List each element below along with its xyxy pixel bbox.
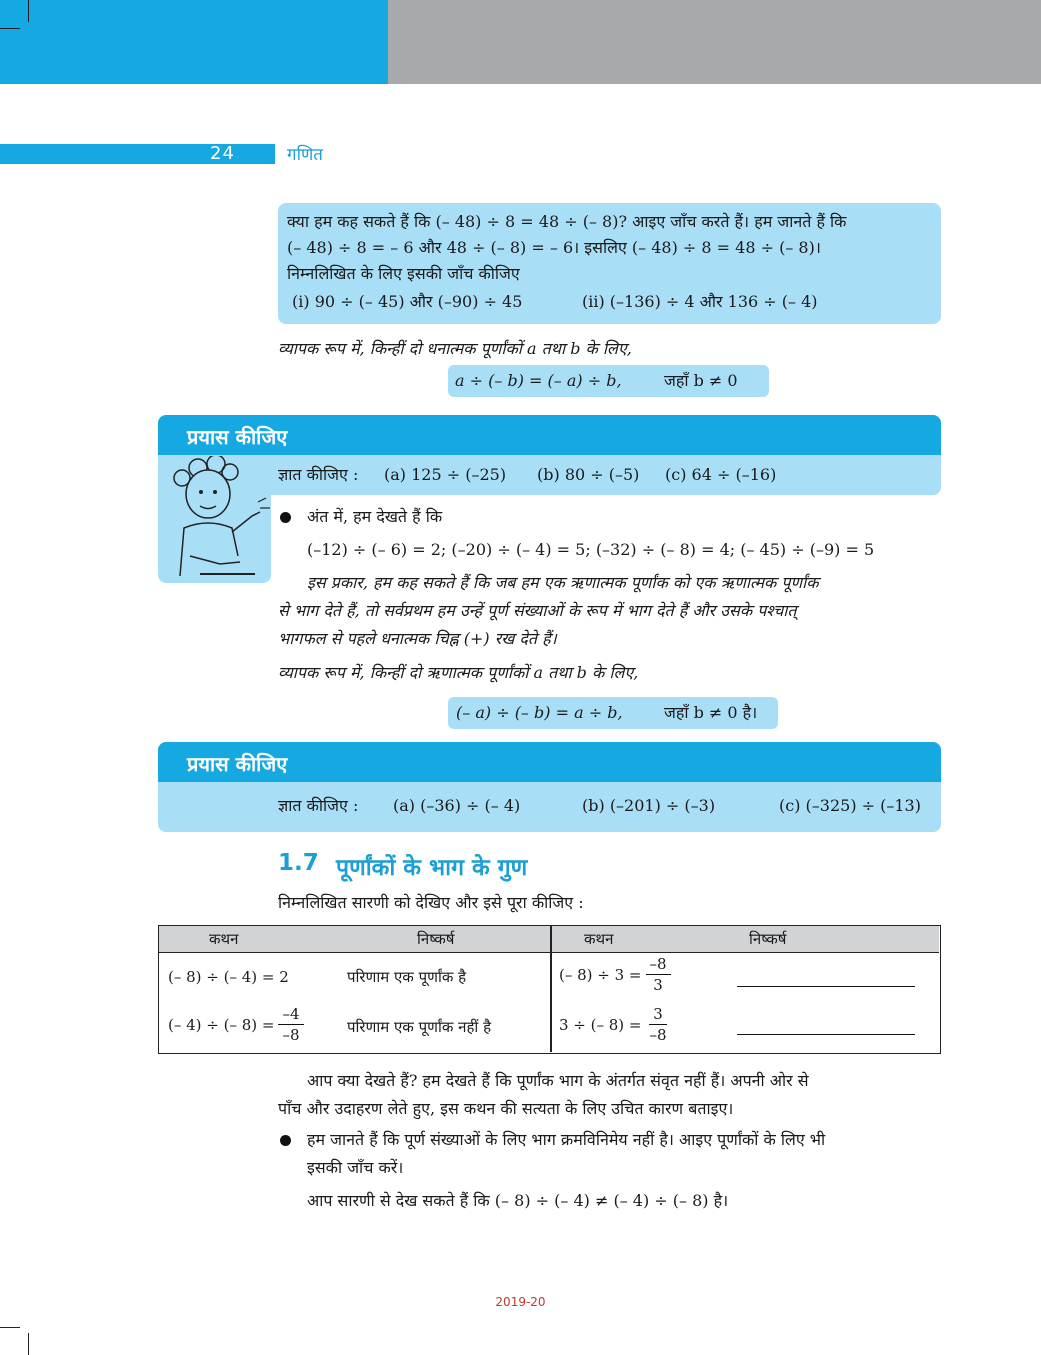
try-title: प्रयास कीजिए [187,425,288,449]
try-item-b: (b) 80 ÷ (–5) [537,465,640,484]
fraction [646,1004,671,1045]
section-title: पूर्णांकों के भाग के गुण [336,855,528,881]
section-number: 1.7 [278,850,319,876]
table-cell-text: (– 8) ÷ 3 = [559,965,642,984]
formula: a ÷ (– b) = (– a) ÷ b, [455,371,622,390]
crop-mark [28,1333,29,1355]
running-title: गणित [287,145,323,165]
bullet [280,1135,291,1146]
observation-line-2: पाँच और उदाहरण लेते हुए, इस कथन की सत्यता के लिए उचित कारण बताइए। [278,1099,734,1118]
table-divider [550,926,552,1052]
footer-year: 2019-20 [495,1295,546,1309]
header-band-blue [0,0,388,84]
fraction [278,1004,303,1045]
general-statement-negative: व्यापक रूप में, किन्हीं दो ऋणात्मक पूर्णांकों a तथा b के लिए, [278,663,639,682]
box-item-i: (i) 90 ÷ (– 45) और (–90) ÷ 45 [292,292,523,311]
paragraph-line-1: इस प्रकार, हम कह सकते हैं कि जब हम एक ऋणात्मक पूर्णांक को एक ऋणात्मक पूर्णांक [307,573,819,592]
page-number: 24 [210,143,235,164]
fraction-numerator: –8 [646,954,671,975]
table-cell [168,1004,304,1045]
section-intro: निम्नलिखित सारणी को देखिए और इसे पूरा कीजिए : [278,893,584,912]
thinking-child-illustration [160,456,272,580]
table-cell [559,1004,671,1045]
table-header-conclusion: निष्कर्ष [417,930,455,948]
try-item-c: (c) (–325) ÷ (–13) [779,796,921,815]
try-title: प्रयास कीजिए [187,752,288,776]
table-header-conclusion: निष्कर्ष [749,930,787,948]
try-item-c: (c) 64 ÷ (–16) [665,465,777,484]
box-line-3: निम्नलिखित के लिए इसकी जाँच कीजिए [287,264,520,283]
table-header-statement: कथन [584,930,614,948]
box-line-1: क्या हम कह सकते हैं कि (– 48) ÷ 8 = 48 ÷ (– 8)? आइए जाँच करते हैं। हम जानते हैं कि [287,212,847,231]
paragraph-line-3: भागफल से पहले धनात्मक चिह्न (+) रख देते हैं। [278,629,557,648]
answer-blank[interactable] [737,986,915,987]
conclusion-line: आप सारणी से देख सकते हैं कि (– 8) ÷ (– 4) ≠ (– 4) ÷ (– 8) है। [307,1191,729,1210]
formula-condition: जहाँ b ≠ 0 है। [664,703,758,722]
try-item-b: (b) (–201) ÷ (–3) [582,796,716,815]
bullet [280,512,291,523]
table-cell-text: (– 4) ÷ (– 8) = [168,1015,275,1034]
paragraph-line-2: से भाग देते हैं, तो सर्वप्रथम हम उन्हें पूर्ण संख्याओं के रूप में भाग देते हैं और उसके पश्चात् [278,601,797,620]
header-band-gray [388,0,1041,84]
try-label: ज्ञात कीजिए : [278,796,359,815]
bullet-line-1: हम जानते हैं कि पूर्ण संख्याओं के लिए भाग क्रमविनिमेय नहीं है। आइए पूर्णांकों के लिए भी [307,1130,826,1149]
fraction [646,954,671,995]
fraction-denominator: –8 [282,1026,300,1044]
crop-mark [0,1327,20,1328]
try-label: ज्ञात कीजिए : [278,465,359,484]
formula-condition: जहाँ b ≠ 0 [664,371,738,390]
bullet-line-2: इसकी जाँच करें। [307,1158,404,1177]
crop-mark [0,28,20,29]
properties-table [158,925,941,1054]
table-cell [559,954,671,995]
fraction-denominator: 3 [653,976,663,994]
table-cell-text: 3 ÷ (– 8) = [559,1015,642,1034]
table-header-row [159,926,939,953]
table-cell: (– 8) ÷ (– 4) = 2 [168,968,289,986]
box-line-2: (– 48) ÷ 8 = – 6 और 48 ÷ (– 8) = – 6। इसलिए (– 48) ÷ 8 = 48 ÷ (– 8)। [287,238,821,257]
bullet-lead: अंत में, हम देखते हैं कि [307,507,443,526]
try-item-a: (a) 125 ÷ (–25) [384,465,507,484]
bullet-examples: (–12) ÷ (– 6) = 2; (–20) ÷ (– 4) = 5; (–32) ÷ (– 8) = 4; (– 45) ÷ (–9) = 5 [307,540,875,559]
table-cell: परिणाम एक पूर्णांक नहीं है [347,1018,492,1036]
fraction-denominator: –8 [649,1026,667,1044]
crop-mark [28,0,29,22]
answer-blank[interactable] [737,1034,915,1035]
table-cell: परिणाम एक पूर्णांक है [347,968,467,986]
fraction-numerator: –4 [278,1004,303,1025]
box-item-ii: (ii) (–136) ÷ 4 और 136 ÷ (– 4) [582,292,818,311]
try-item-a: (a) (–36) ÷ (– 4) [393,796,521,815]
formula: (– a) ÷ (– b) = a ÷ b, [456,703,623,722]
table-header-statement: कथन [209,930,239,948]
observation-line-1: आप क्या देखते हैं? हम देखते हैं कि पूर्णांक भाग के अंतर्गत संवृत नहीं हैं। अपनी ओर से [307,1071,809,1090]
general-statement-positive: व्यापक रूप में, किन्हीं दो धनात्मक पूर्णांकों a तथा b के लिए, [278,339,632,358]
fraction-numerator: 3 [649,1004,667,1025]
